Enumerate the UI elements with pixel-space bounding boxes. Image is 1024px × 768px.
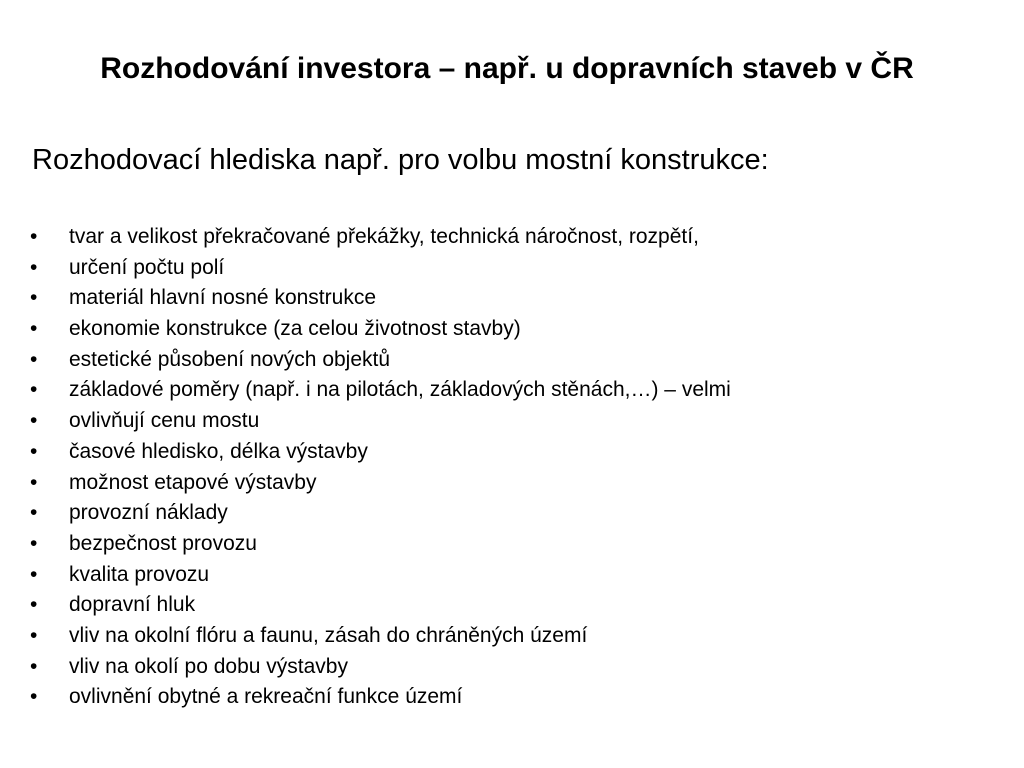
list-item-text: časové hledisko, délka výstavby xyxy=(69,439,368,463)
list-item xyxy=(0,437,1000,468)
bullet-icon: • xyxy=(30,531,38,555)
list-item-text: možnost etapové výstavby xyxy=(69,470,317,494)
list-item-text: tvar a velikost překračované překážky, technická náročnost, rozpětí, xyxy=(69,225,699,248)
list-item-text: vliv na okolí po dobu výstavby xyxy=(69,654,348,678)
list-item-text: ekonomie konstrukce (za celou životnost stavby) xyxy=(69,317,521,341)
list-item xyxy=(0,682,1000,713)
bullet-icon: • xyxy=(30,286,38,310)
list-item-text: ovlivňují cenu mostu xyxy=(69,409,260,433)
list-item-text: provozní náklady xyxy=(69,501,228,525)
list-item-text: dopravní hluk xyxy=(69,593,196,617)
list-item xyxy=(0,529,1000,560)
list-item xyxy=(0,253,1000,284)
list-item xyxy=(0,560,1000,591)
list-item xyxy=(0,590,1000,621)
list-item xyxy=(0,468,1000,499)
bullet-icon: • xyxy=(30,255,38,279)
list-item xyxy=(0,345,1000,376)
list-item-text: základové poměry (např. i na pilotách, základových stěnách,…) – velmi xyxy=(69,378,731,402)
list-item-text: estetické působení nových objektů xyxy=(69,347,391,371)
list-item xyxy=(0,498,1000,529)
list-item xyxy=(0,283,1000,314)
list-item xyxy=(0,222,1000,253)
slide-subtitle: Rozhodovací hlediska např. pro volbu mostní konstrukce: xyxy=(32,144,769,176)
list-item-text: bezpečnost provozu xyxy=(69,531,257,555)
bullet-icon: • xyxy=(30,593,38,617)
bullet-icon: • xyxy=(30,562,38,586)
list-item xyxy=(0,314,1000,345)
list-item-text: ovlivnění obytné a rekreační funkce území xyxy=(69,685,463,709)
list-item-text: určení počtu polí xyxy=(69,255,225,279)
bullet-icon: • xyxy=(30,347,38,371)
bullet-icon: • xyxy=(30,654,38,678)
list-item xyxy=(0,621,1000,652)
list-item xyxy=(0,375,1000,406)
list-item xyxy=(0,652,1000,683)
list-item-text: vliv na okolní flóru a faunu, zásah do chráněných území xyxy=(69,623,588,647)
bullet-icon: • xyxy=(30,501,38,525)
bullet-icon: • xyxy=(30,317,38,341)
bullet-icon: • xyxy=(30,378,38,402)
slide-title: Rozhodování investora – např. u dopravních staveb v ČR xyxy=(100,52,914,85)
bullet-icon: • xyxy=(30,409,38,433)
bullet-list xyxy=(0,222,1000,713)
bullet-icon: • xyxy=(30,623,38,647)
bullet-icon: • xyxy=(30,470,38,494)
bullet-icon: • xyxy=(30,225,38,248)
bullet-icon: • xyxy=(30,685,38,709)
bullet-icon: • xyxy=(30,439,38,463)
list-item-text: kvalita provozu xyxy=(69,562,210,586)
list-item-text: materiál hlavní nosné konstrukce xyxy=(69,286,376,310)
list-item xyxy=(0,406,1000,437)
